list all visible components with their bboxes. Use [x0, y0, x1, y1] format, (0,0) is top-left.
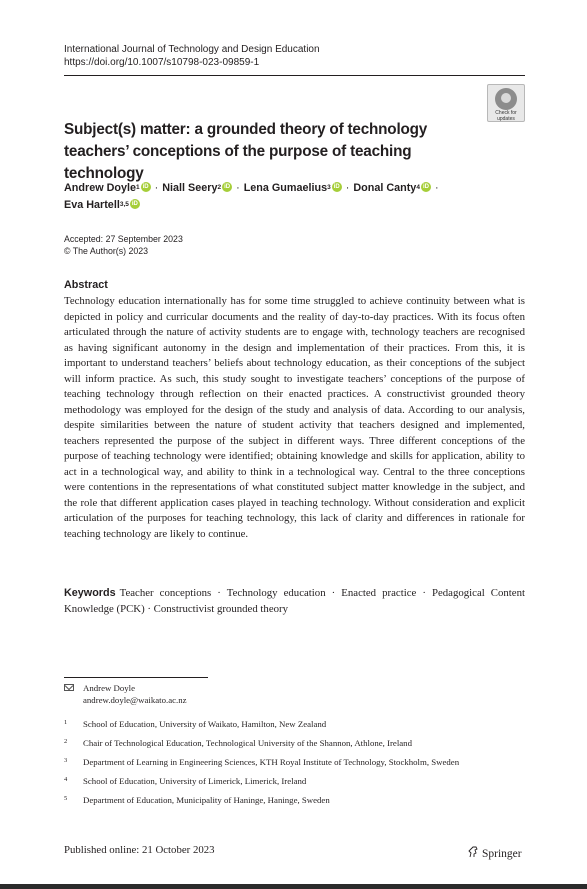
affiliation-item: 5 Department of Education, Municipality of Haninge, Haninge, Sweden — [64, 795, 330, 805]
author[interactable]: Andrew Doyle$^1$ iD — [64, 182, 149, 194]
footnote-rule — [64, 677, 208, 678]
article-title: Subject(s) matter: a grounded theory of technology teachers’ conceptions of the purpose of teaching technology — [64, 121, 428, 182]
orcid-icon[interactable]: iD — [142, 184, 149, 191]
envelope-icon — [64, 684, 74, 691]
abstract-text: Technology education internationally has for some time struggled to achieve continuity between what is depicted in policy and curricular documents and the reality of day-to-day practices. With its focus often articulated through the nature of activity students are to engage with, technology teachers are recognised as having significant autonomy in the design and implementation of their practices. From this, it is important to understand teachers’ beliefs about technology education, as their conceptions of the subject will inform practice. As such, this study sought to investigate teachers’ conceptions of the purpose of teaching technology through reflection on their enacted practices. A constructivist grounded theory methodology was employed for the design of the study and analysis of data. According to our analysis, despite similarities between the nature of student activity that teachers designed and implemented, teachers represented the purpose of the subject in different ways. Three different conceptions of the purpose of teaching technology were identified; obtaining knowledge and skills for application, ability to act in a technological way, and ability to think in a technological way. Central to the three conceptions were contentions in the representations of what constituted subject matter knowledge in the subject, and the role that different application cases played in teaching technology. Without consideration and explicit articulation of the purposes for teaching technology, this lack of clarity and differences in rationale for teaching technology are likely to continue. — [64, 295, 525, 540]
check-for-updates-button[interactable] — [487, 84, 525, 122]
journal-name: International Journal of Technology and Design Education — [64, 44, 320, 55]
author[interactable]: Eva Hartell$^{3,5}$ iD — [64, 199, 138, 211]
corresponding-author-name: Andrew Doyle — [83, 683, 136, 693]
copyright-notice: © The Author(s) 2023 — [64, 246, 149, 256]
header-rule — [64, 75, 525, 76]
affiliation-item: 2 Chair of Technological Education, Technological University of the Shannon, Athlone, Ireland — [64, 738, 412, 748]
author[interactable]: Niall Seery$^2$ iD — [162, 182, 231, 194]
corresponding-author-email[interactable]: andrew.doyle@waikato.ac.nz — [83, 695, 187, 705]
author-list — [64, 180, 484, 214]
author[interactable]: Donal Canty$^4$ iD — [353, 182, 429, 194]
author[interactable]: Lena Gumaelius$^3$ iD — [243, 182, 340, 194]
affiliations-list — [64, 718, 484, 813]
affiliation-item: 1 School of Education, University of Waikato, Hamilton, New Zealand — [64, 719, 327, 729]
author-separator: · — [236, 182, 240, 194]
springer-horse-icon — [468, 846, 478, 858]
affiliation-item: 4 School of Education, University of Limerick, Limerick, Ireland — [64, 776, 307, 786]
published-online-date: Published online: 21 October 2023 — [64, 844, 215, 856]
author-separator: · — [154, 182, 159, 194]
accepted-date: Accepted: 27 September 2023 — [64, 234, 183, 244]
viewer-bottom-edge — [0, 884, 587, 889]
journal-header — [64, 43, 320, 69]
springer-logo — [468, 845, 522, 860]
doi-link[interactable]: https://doi.org/10.1007/s10798-023-09859-1 — [64, 57, 260, 68]
orcid-icon[interactable]: iD — [224, 184, 231, 191]
publisher-name: Springer — [482, 848, 522, 860]
check-for-updates-label: Check for updates — [495, 110, 517, 122]
crossmark-icon — [495, 88, 517, 110]
keywords-text: Teacher conceptions · Technology education · Enacted practice · Pedagogical Content Knowledge (PCK) · Constructivist grounded theory — [64, 587, 525, 615]
affiliation-item: 3 Department of Learning in Engineering Sciences, KTH Royal Institute of Technology, Stockholm, Sweden — [64, 757, 460, 767]
correspondence — [64, 682, 187, 706]
orcid-icon[interactable]: iD — [422, 184, 429, 191]
keywords — [64, 586, 525, 617]
author-separator: · — [345, 182, 350, 194]
orcid-icon[interactable]: iD — [131, 201, 138, 208]
author-separator: · — [434, 182, 439, 194]
abstract-heading: Abstract — [64, 279, 108, 291]
keywords-label: Keywords — [64, 587, 116, 599]
article-dates — [64, 233, 183, 257]
orcid-icon[interactable]: iD — [333, 184, 340, 191]
